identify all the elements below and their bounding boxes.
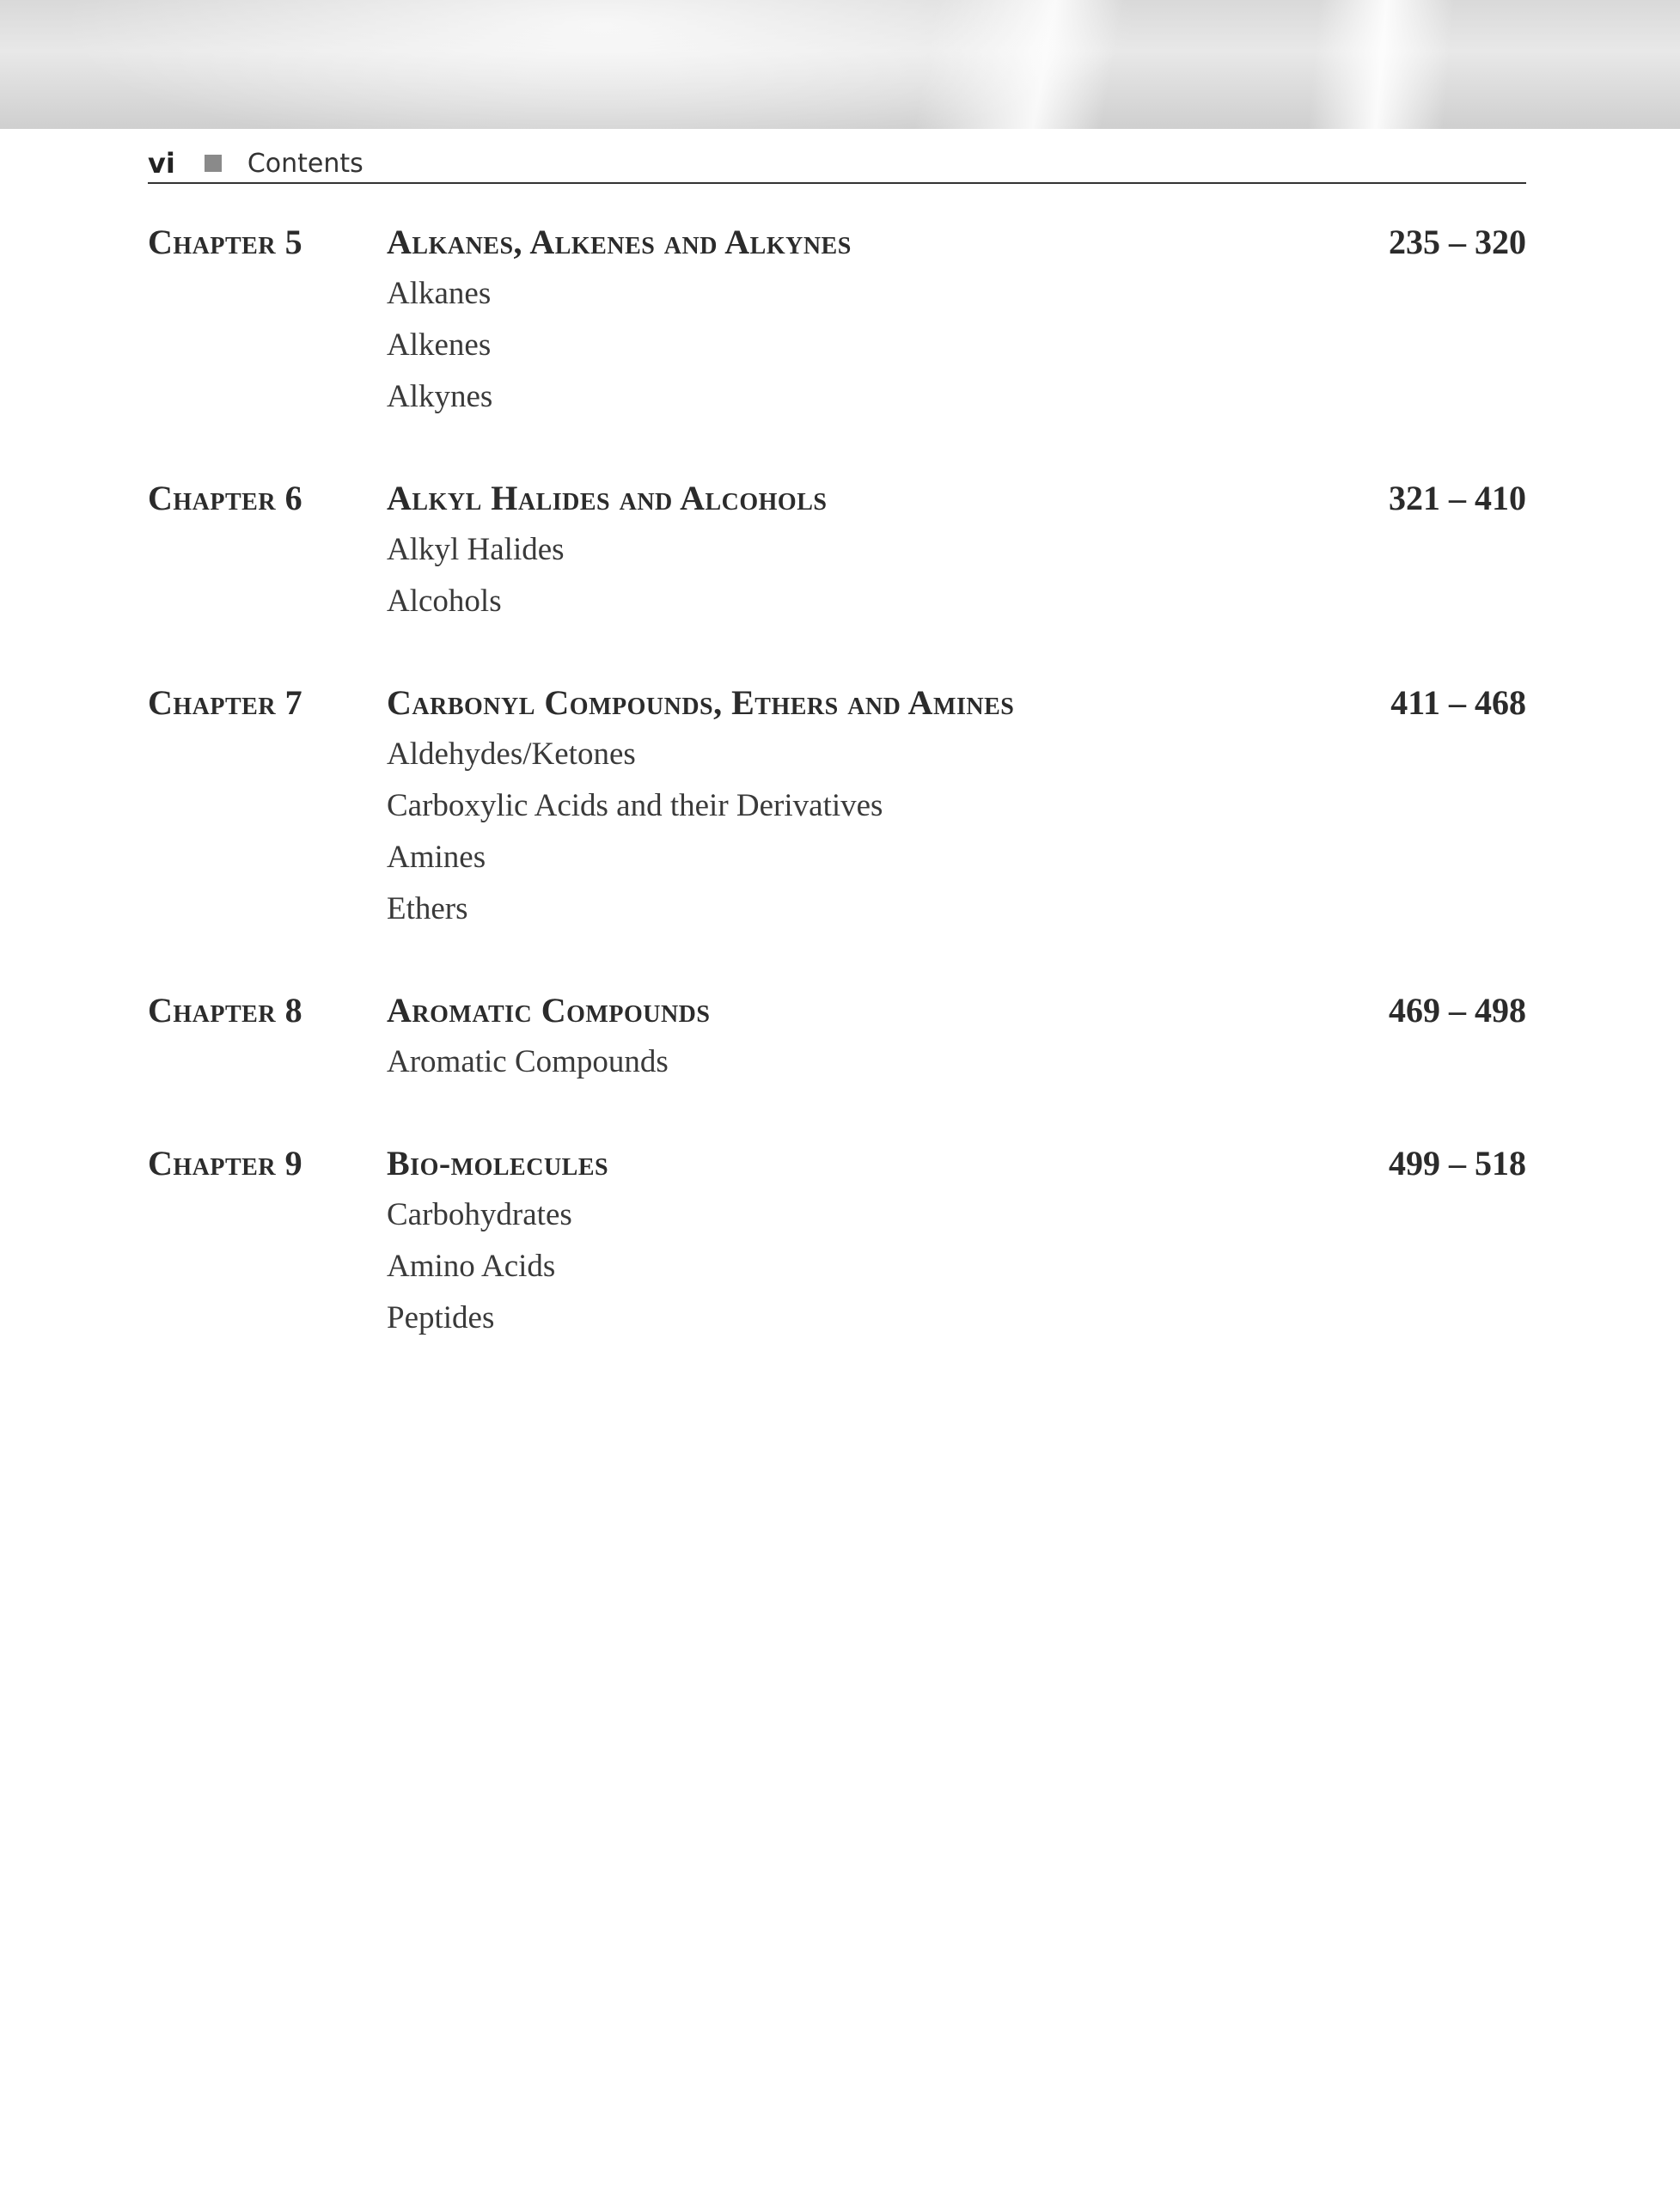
chapter-page-range: 235 – 320: [1389, 223, 1526, 261]
running-head: [148, 143, 1526, 184]
page-number: vi: [148, 147, 175, 180]
chapter-label: Chapter 9: [148, 1144, 303, 1182]
chapter-title: Alkyl Halides and Alcohols: [387, 479, 828, 517]
chapter-page-range: 469 – 498: [1389, 991, 1526, 1030]
toc-topic: Alkenes: [387, 327, 492, 363]
chapter-page-range: 499 – 518: [1389, 1144, 1526, 1182]
toc-chapter-7: [148, 677, 1526, 935]
chapter-topics: [387, 268, 1303, 423]
chapter-label: Chapter 8: [148, 991, 303, 1030]
toc-topic: Alkanes: [387, 276, 492, 311]
toc-topic: Carboxylic Acids and their Derivatives: [387, 788, 883, 823]
chapter-topics: [387, 729, 1303, 935]
chapter-page-range: 321 – 410: [1389, 479, 1526, 517]
toc-topic: Amino Acids: [387, 1249, 556, 1284]
toc-chapter-6: [148, 473, 1526, 627]
running-head-section: Contents: [247, 148, 363, 179]
toc-topic: Alkynes: [387, 379, 493, 414]
header-banner-sheen: [0, 0, 1680, 129]
header-rule: [148, 182, 1526, 184]
chapter-title: Bio-molecules: [387, 1144, 609, 1182]
square-bullet-icon: [205, 155, 222, 172]
chapter-title: Aromatic Compounds: [387, 991, 711, 1030]
toc-topic: Aldehydes/Ketones: [387, 736, 636, 772]
toc-topic: Carbohydrates: [387, 1197, 572, 1232]
toc-topic: Alcohols: [387, 584, 502, 619]
table-of-contents: [148, 217, 1526, 1394]
toc-chapter-8: [148, 985, 1526, 1088]
chapter-label: Chapter 6: [148, 479, 303, 517]
toc-topic: Alkyl Halides: [387, 532, 565, 567]
chapter-topics: [387, 524, 1303, 627]
toc-chapter-9: [148, 1138, 1526, 1344]
toc-topic: Ethers: [387, 891, 468, 926]
chapter-title: Carbonyl Compounds, Ethers and Amines: [387, 683, 1015, 722]
chapter-topics: [387, 1189, 1303, 1344]
toc-topic: Aromatic Compounds: [387, 1044, 669, 1079]
chapter-topics: [387, 1036, 1303, 1088]
chapter-page-range: 411 – 468: [1390, 683, 1526, 722]
chapter-title: Alkanes, Alkenes and Alkynes: [387, 223, 852, 261]
toc-chapter-5: [148, 217, 1526, 423]
chapter-label: Chapter 7: [148, 683, 303, 722]
chapter-label: Chapter 5: [148, 223, 303, 261]
toc-topic: Peptides: [387, 1300, 495, 1335]
toc-topic: Amines: [387, 840, 486, 875]
